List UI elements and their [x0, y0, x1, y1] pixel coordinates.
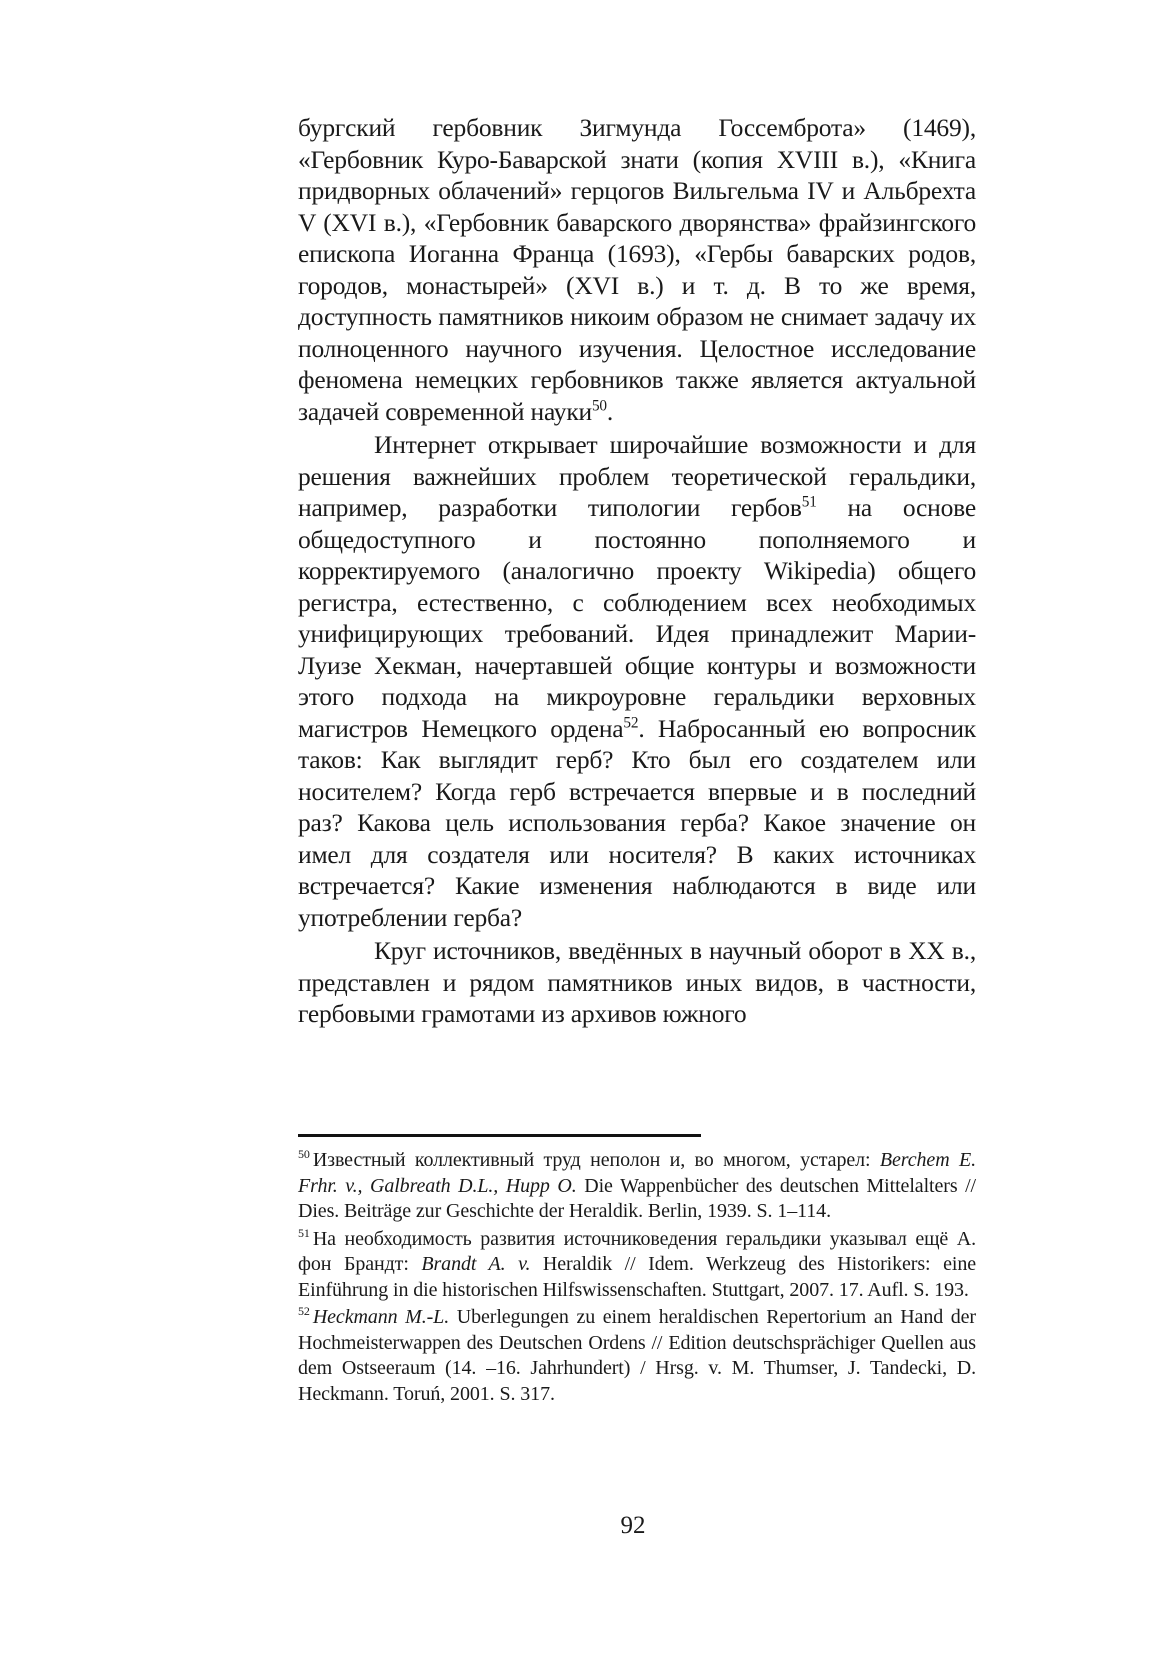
footnote-authors: Berchem E. Frhr. v., Galbreath D.L., Hupp O. [298, 1149, 976, 1197]
footnote-text: Известный коллективный труд неполон и, во многом, устарел: [312, 1149, 880, 1171]
paragraph-2-text-b: на основе общедоступного и постоянно пополняемого и корректируемого (аналогично проекту Wikipedia) общего регистра, естественно, с соблюдением всех необходимых унифицирующих требований. Идея принадлежит Марии-Луизе Хекман, начертавшей общие контуры и возможности этого подхода на микроуровне геральдики верховных магистров Немецкого ордена [298, 493, 976, 743]
footnote-50 [298, 1148, 976, 1225]
paragraph-3-text: Круг источников, введённых в научный оборот в XX в., представлен и рядом памятников иных видов, в частности, гербовыми грамотами из архивов южного [298, 936, 976, 1028]
footnote-citation: Die Wappenbücher des deutschen Mittelalters // Dies. Beiträge zur Geschichte der Heraldik. Berlin, 1939. S. 1–114. [298, 1174, 976, 1222]
footnote-51 [298, 1227, 976, 1304]
footnote-ref-50[interactable]: 50 [591, 397, 607, 414]
footnote-number: 52 [298, 1304, 310, 1319]
body-text [298, 112, 976, 1030]
footnote-ref-51[interactable]: 51 [801, 493, 817, 511]
footnote-citation: Uberlegungen zu einem heraldischen Repertorium an Hand der Hochmeisterwappen des Deutschen Ordens // Edition deutschsprächiger Quellen aus dem Ostseeraum (14. –16. Jahrhundert) / Hrsg. v. M. Thumser, J. Tandecki, D. Heckmann. Toruń, 2001. S. 317. [298, 1306, 976, 1405]
paragraph-2-text-c: . Набросанный ею вопросник таков: Как выглядит герб? Кто был его создателем или носителем? Когда герб встречается впервые и в последний раз? Какова цель использования герба? Какое значение он имел для создателя или носителя? В каких источниках встречается? Какие изменения наблюдаются в виде или употреблении герба? [298, 713, 976, 932]
footnote-authors: Brandt A. v. [421, 1253, 531, 1275]
footnote-citation: Heraldik // Idem. Werkzeug des Historikers: eine Einführung in die historischen Hilfswissenschaften. Stuttgart, 2007. 17. Aufl. S. 193. [298, 1253, 977, 1301]
footnote-separator [298, 1134, 701, 1137]
footnotes [298, 1148, 976, 1409]
paragraph-1 [298, 112, 976, 427]
paragraph-3 [298, 935, 976, 1030]
paragraph-2 [298, 429, 976, 933]
footnote-number: 51 [298, 1225, 310, 1240]
footnote-52 [298, 1305, 976, 1407]
footnote-text: На необходимость развития источниковедения геральдики указывал ещё А. фон Брандт: [298, 1227, 976, 1275]
footnote-ref-52[interactable]: 52 [623, 714, 639, 731]
paragraph-2-text-a: Интернет открывает широчайшие возможности и для решения важнейших проблем теоретической геральдики, например, разработки типологии гербов [298, 430, 976, 522]
footnote-authors: Heckmann M.-L. [312, 1306, 450, 1328]
main-text-block [298, 112, 976, 1030]
page-number: 92 [620, 1512, 646, 1539]
footnote-number: 50 [298, 1147, 310, 1162]
paragraph-1-text: бургский гербовник Зигмунда Госсемброта» (1469), «Гербовник Куро-Баварской знати (копия XVIII в.), «Книга придворных облачений» герцогов Вильгельма IV и Альбрехта V (XVI в.), «Гербовник баварского дворянства» фрайзингского епископа Иоганна Франца (1693), «Гербы баварских родов, городов, монастырей» (XVI в.) и т. д. В то же время, доступность памятников никоим образом не снимает задачу их полноценного научного изучения. Целостное исследование феномена немецких гербовников также является актуальной задачей современной науки [298, 113, 976, 426]
paragraph-1-end: . [606, 396, 614, 426]
